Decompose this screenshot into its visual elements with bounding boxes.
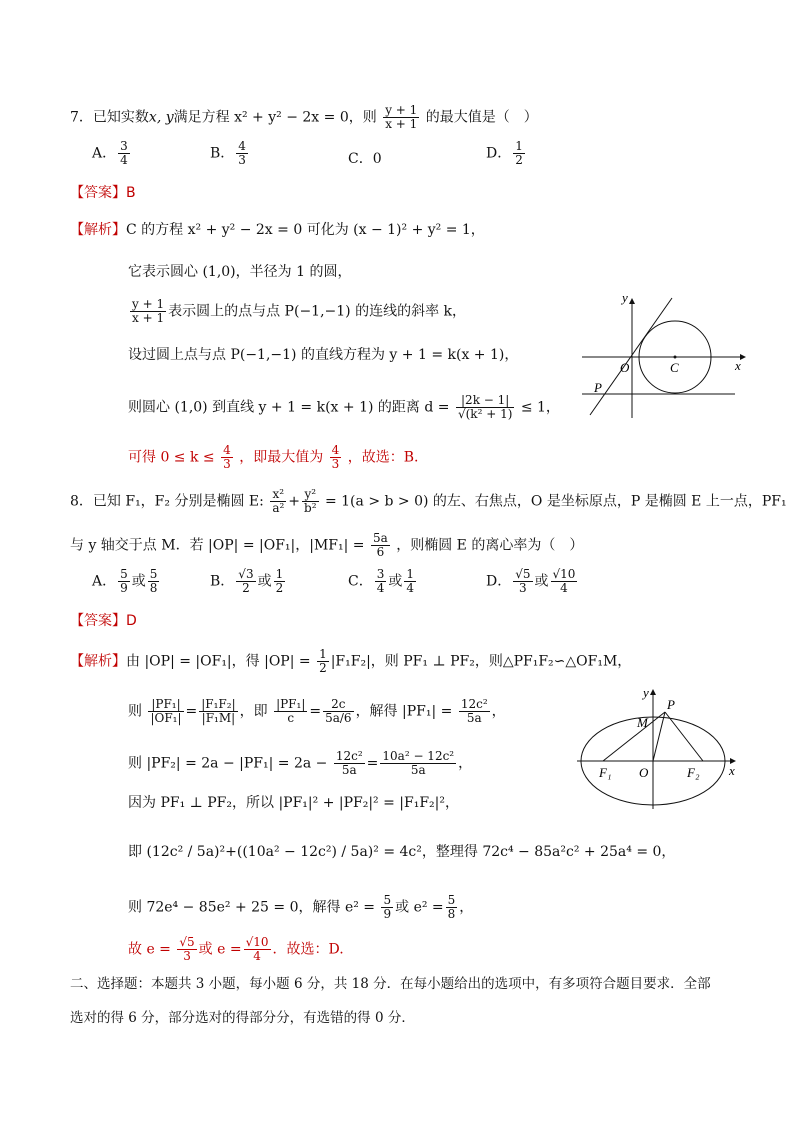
q7-analysis-1: 【解析】C 的方程 x² + y² − 2x = 0 可化为 (x − 1)² + y² = 1， [70,222,485,238]
q8-analysis-2: 则 $\frac{\text{|PF₁|}}{\text{|OF₁|}}$ = $\frac{\text{|F₁F₂|}}{\text{|F₁M|}}$ ，即 $\frac{\text{|PF₁|}}{c}$ = $\frac{2c}{5a/6}$ ，解得 |PF₁| = $\frac{\text{12c²}}{5a}$ ， [128,697,506,726]
fig1-label-x: x [735,358,741,373]
q8-stem-1: 8．已知 F₁，F₂ 分别是椭圆 E: $\frac{\text{x²}}{\text{a²}}$ + $\frac{\text{y²}}{\text{b²}}$ = 1(a > b > 0) 的左、右焦点，O 是坐标原点，P 是椭圆 E 上一点，PF₁ [70,487,787,516]
fig2-po [653,712,665,761]
q8-stem-2: 与 y 轴交于点 M．若 |OP| = |OF₁|，|MF₁| = $\frac{5a}{6}$ ，则椭圆 E 的离心率为（ ） [70,531,584,560]
q8-analysis-3: 则 |PF₂| = 2a − |PF₁| = 2a − $\frac{\text{12c²}}{5a}$ = $\frac{\text{10a² − 12c²}}{5a}$ ， [128,749,473,778]
fig2-pf2 [665,712,703,761]
q8-option-b: B． $\frac{√3}{2}$ 或 $\frac{1}{2}$ [210,567,284,596]
q8-option-c: C． $\frac{3}{4}$ 或 $\frac{1}{4}$ [348,567,414,596]
q7-fraction: $\frac{y + 1}{x + 1}$ [385,103,418,132]
q7-option-c: C．0 [348,151,382,167]
q8-answer: 【答案】D [70,613,137,629]
q7-analysis-2: 它表示圆心 (1,0)，半径为 1 的圆， [128,264,352,280]
fig1-center-dot [674,356,677,359]
fig2-label-y: y [643,685,649,700]
q7-stem: 7．已知实数x, y满足方程 x² + y² − 2x = 0，则 $\frac{y + 1}{x + 1}$ 的最大值是（ ） [70,103,538,132]
section2-line-2: 选对的得 6 分，部分选对的得部分分，有选错的得 0 分． [70,1010,415,1026]
fig1-label-o: O [620,360,630,375]
fig2-label-m: M [637,715,648,730]
fig1-label-c: C [670,360,679,375]
q7-option-a: A． $\frac{3}{4}$ [92,139,128,168]
section2-line-1: 二、选择题：本题共 3 小题，每小题 6 分，共 18 分．在每小题给出的选项中，有多项符合题目要求．全部 [70,976,711,992]
q8-option-a: A． $\frac{5}{9}$ 或 $\frac{5}{8}$ [92,567,158,596]
q8-analysis-5: 即 (12c² / 5a)²+((10a² − 12c²) / 5a)² = 4c²，整理得 72c⁴ − 85a²c² + 25a⁴ = 0， [128,844,676,860]
fig1-label-p: P [594,380,602,395]
q8-analysis-1: 【解析】由 |OP| = |OF₁|，得 |OP| = $\frac{1}{2}$ |F₁F₂|，则 PF₁ ⊥ PF₂，则△PF₁F₂∽△OF₁M， [70,647,632,676]
fig2-label-f2: F₂ [687,765,700,780]
fig2-label-x: x [729,763,735,778]
q8-analysis-6: 则 72e⁴ − 85e² + 25 = 0，解得 e² = $\frac{5}{9}$ 或 e² = $\frac{5}{8}$ ， [128,893,474,922]
q7-answer: 【答案】B [70,185,136,201]
q7-analysis-5: 则圆心 (1,0) 到直线 y + 1 = k(x + 1) 的距离 d = $\frac{|2k - 1|}{\text{√(k² + 1)}}$ ≤ 1， [128,393,560,422]
q7-analysis-3: $\frac{y + 1}{x + 1}$ 表示圆上的点与点 P(−1,−1) 的连线的斜率 k， [132,297,467,326]
q7-figure [580,290,750,425]
fig2-pf1 [603,712,665,761]
q8-analysis-7: 故 e = $\frac{√5}{3}$ 或 e = $\frac{√10}{4}$ ．故选：D. [128,935,344,964]
fig2-label-o: O [639,765,649,780]
q7-analysis-6: 可得 0 ≤ k ≤ $\frac{4}{3}$ ，即最大值为 $\frac{4}{3}$ ，故选：B. [128,443,419,472]
q8-option-d: D． $\frac{√5}{3}$ 或 $\frac{√10}{4}$ [486,567,576,596]
q7-option-b: B． $\frac{4}{3}$ [210,139,246,168]
fig2-label-f1: F₁ [599,765,612,780]
q7-analysis-4: 设过圆上点与点 P(−1,−1) 的直线方程为 y + 1 = k(x + 1)， [128,347,519,363]
q8-analysis-4: 因为 PF₁ ⊥ PF₂，所以 |PF₁|² + |PF₂|² = |F₁F₂|²， [128,795,460,811]
fig2-label-p: P [667,697,675,712]
q7-option-d: D． $\frac{1}{2}$ [486,139,523,168]
fig1-label-y: y [622,290,628,305]
q8-figure [575,685,745,810]
